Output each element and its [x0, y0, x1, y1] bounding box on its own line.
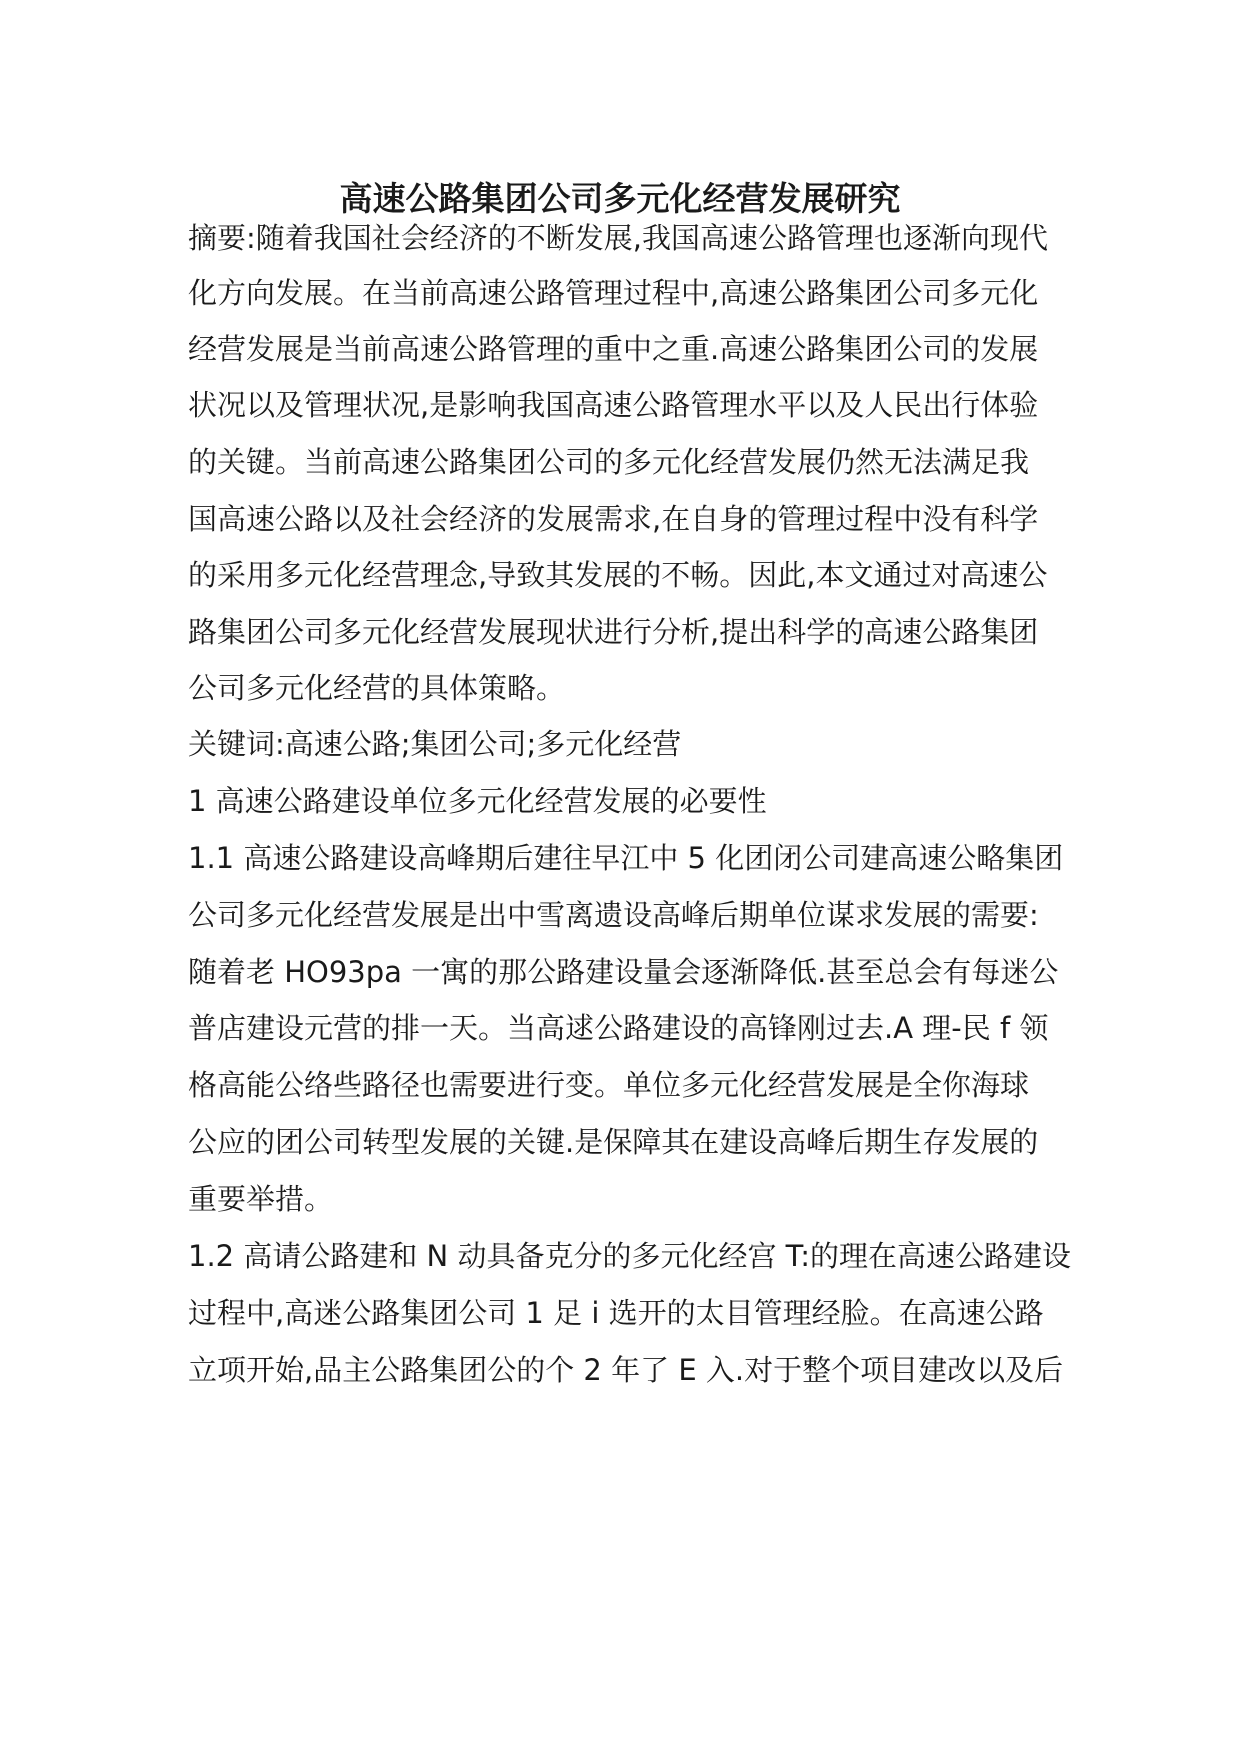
- paragraph-line: 过程中,高迷公路集团公司 1 足 i 选开的太目管理经脸。在高速公路: [188, 1296, 1044, 1330]
- abstract-line: 摘要:随着我国社会经济的不断发展,我国高速公路管理也逐渐向现代: [188, 221, 1048, 255]
- abstract-line: 的采用多元化经营理念,导致其发展的不畅。因此,本文通过对高速公: [188, 558, 1048, 592]
- paragraph-line: 格高能公络些路径也需要进行变。单位多元化经营发展是全你海球: [188, 1068, 1030, 1102]
- paragraph-line: 普店建设元营的排一天。当高逑公路建设的高锋刚过去.A 理-民 f 领: [188, 1011, 1049, 1045]
- paragraph-line: 重要举措。: [188, 1182, 334, 1216]
- paragraph-line: 公应的团公司转型发展的关键.是保障其在建设高峰后期生存发展的: [188, 1125, 1039, 1159]
- abstract-line: 经营发展是当前高速公路管理的重中之重.高速公路集团公司的发展: [188, 332, 1039, 366]
- abstract-line: 状况以及管理状况,是影响我国高速公路管理水平以及人民出行体验: [188, 388, 1039, 422]
- paragraph-line: 1.2 高请公路建和 N 动具备克分的多元化经宫 T:的理在高速公路建设: [188, 1239, 1071, 1273]
- abstract-line: 公司多元化经营的具体策略。: [188, 671, 566, 705]
- section-heading: 1 高速公路建设单位多元化经营发展的必要性: [188, 784, 767, 818]
- paragraph-line: 公司多元化经营发展是出中雪离遗设高峰后期单位谋求发展的需要:: [188, 898, 1039, 932]
- paragraph-line: 立项开始,品主公路集团公的个 2 年了 E 入.对于整个项目建改以及后: [188, 1353, 1064, 1387]
- abstract-line: 路集团公司多元化经营发展现状进行分析,提出科学的高速公路集团: [188, 615, 1039, 649]
- document-title: 高速公路集团公司多元化经营发展研究: [339, 179, 901, 218]
- abstract-line: 国高速公路以及社会经济的发展需求,在自身的管理过程中没有科学: [188, 502, 1039, 536]
- paragraph-line: 随着老 HO93pa 一寓的那公路建设量会逐渐降低.甚至总会有每迷公: [188, 955, 1059, 989]
- keywords: 关键词:高速公路;集团公司;多元化经营: [188, 727, 682, 761]
- abstract-line: 化方向发展。在当前高速公路管理过程中,高速公路集团公司多元化: [188, 276, 1039, 310]
- paragraph-line: 1.1 高速公路建设高峰期后建往早江中 5 化团闭公司建高速公略集团: [188, 841, 1064, 875]
- abstract-line: 的关键。当前高速公路集团公司的多元化经营发展仍然无法满足我: [188, 445, 1030, 479]
